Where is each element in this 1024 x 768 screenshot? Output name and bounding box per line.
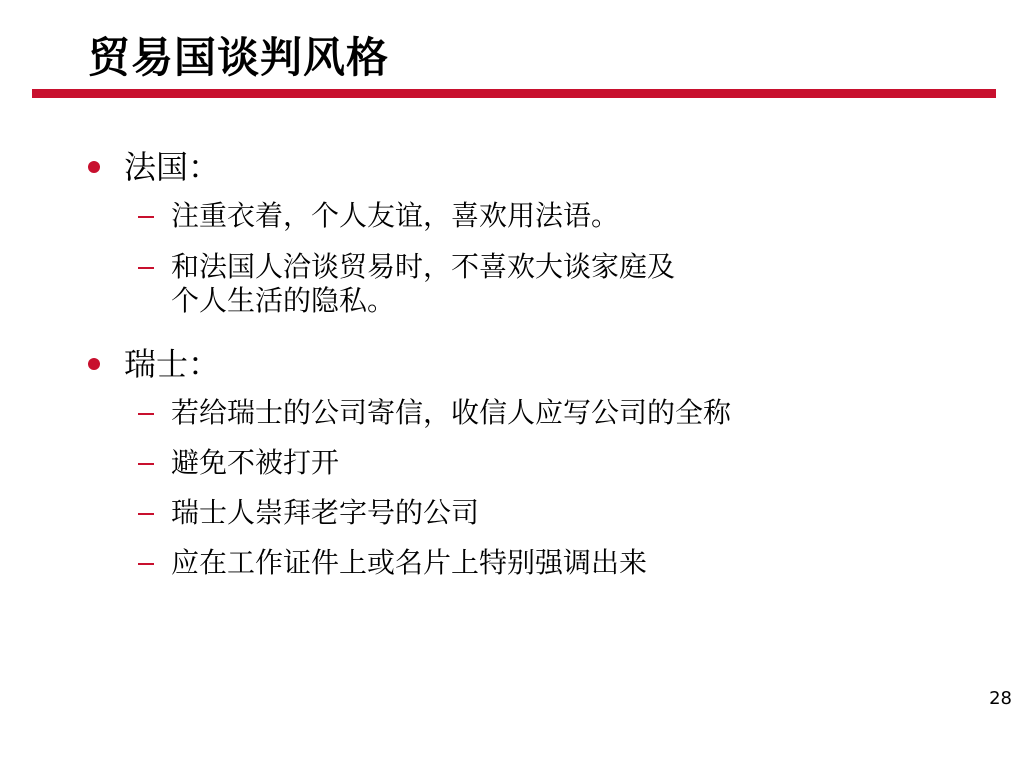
bullet-dot-icon — [88, 161, 100, 173]
sub-item-line: 避免不被打开 — [171, 446, 340, 479]
sub-item-text — [171, 396, 731, 430]
dash-icon — [138, 463, 154, 465]
dash-icon — [138, 413, 154, 415]
sub-item-line: 和法国人洽谈贸易时，不喜欢大谈家庭及 — [171, 250, 676, 283]
dash-icon — [138, 513, 154, 515]
dash-icon — [138, 563, 154, 565]
sub-item-line: 个人生活的隐私。 — [171, 284, 396, 317]
sub-item-text — [171, 546, 647, 580]
bullet-dot-icon — [88, 358, 100, 370]
sub-item-line: 瑞士人崇拜老字号的公司 — [171, 496, 480, 529]
dash-icon — [138, 216, 154, 218]
sub-item-line: 应在工作证件上或名片上特别强调出来 — [171, 546, 648, 579]
sub-item-text — [171, 446, 339, 480]
bullet-label: 法国： — [124, 148, 221, 186]
bullet-label: 瑞士： — [124, 345, 221, 383]
sub-item — [138, 199, 619, 233]
dash-icon — [138, 267, 154, 269]
sub-item — [138, 250, 675, 318]
sub-item-text — [171, 496, 479, 530]
bullet-switzerland — [88, 346, 220, 382]
bullet-france — [88, 149, 220, 185]
sub-item-line: 注重衣着，个人友谊，喜欢用法语。 — [171, 199, 620, 232]
page-number: 28 — [989, 688, 1012, 709]
sub-item-line: 若给瑞士的公司寄信，收信人应写公司的全称 — [171, 396, 732, 429]
slide-title: 贸易国谈判风格 — [88, 33, 390, 82]
sub-item-text — [171, 199, 619, 233]
sub-item-text — [171, 250, 675, 318]
sub-item — [138, 546, 647, 580]
title-underline — [32, 89, 996, 98]
sub-item — [138, 396, 731, 430]
sub-item — [138, 496, 479, 530]
sub-item — [138, 446, 339, 480]
